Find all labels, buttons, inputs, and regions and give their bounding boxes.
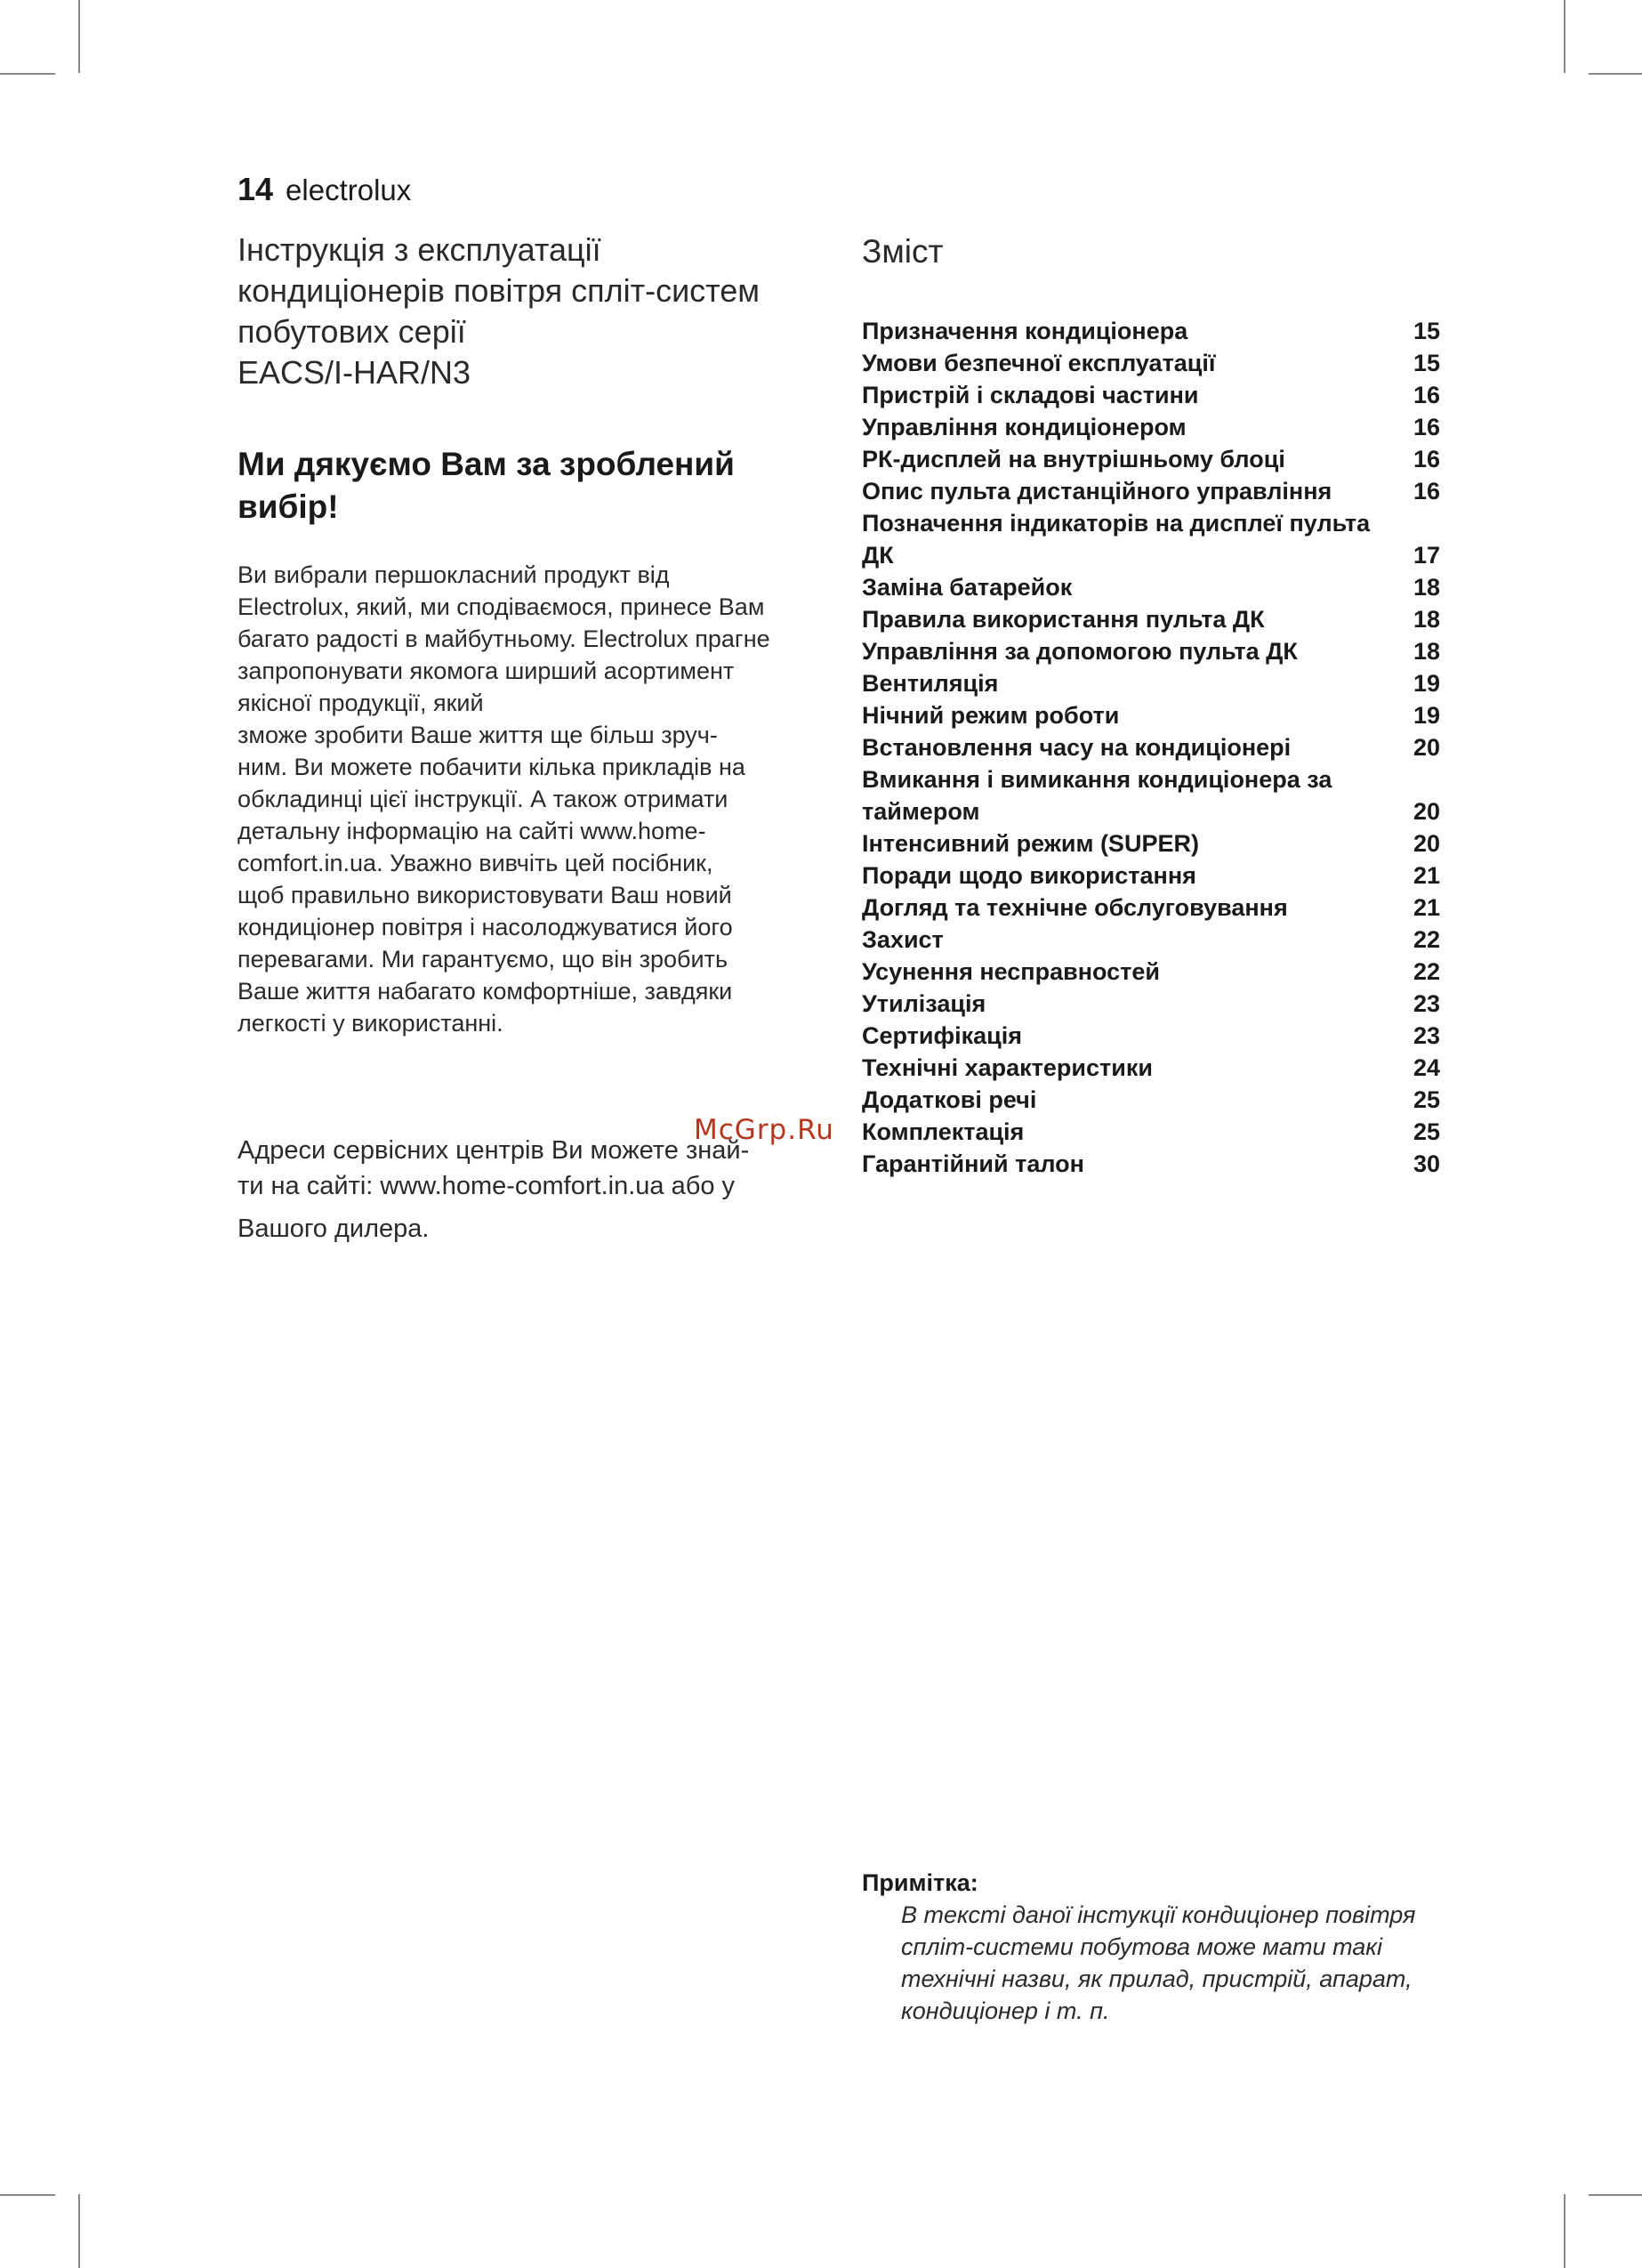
toc-entry-title: Додаткові речі bbox=[862, 1086, 1037, 1113]
title-line: Інструкція з експлуатації bbox=[237, 231, 601, 268]
intro-line: перевагами. Ми гарантуємо, що він зробить bbox=[237, 946, 728, 973]
toc-entry-title: Опис пульта дистанційного управління bbox=[862, 478, 1332, 504]
toc-title: Зміст bbox=[862, 233, 944, 270]
intro-line: кондиціонер повітря і насолоджуватися його bbox=[237, 914, 733, 940]
toc-entry-page: 20 bbox=[1413, 734, 1440, 761]
toc-entry-title: Утилізація bbox=[862, 990, 986, 1017]
intro-line: Ваше життя набагато комфортніше, завдяки bbox=[237, 978, 733, 1005]
brand-name: electrolux bbox=[286, 174, 412, 206]
toc-entry-title: Вмикання і вимикання кондиціонера за таймером bbox=[862, 766, 1332, 825]
toc-entry[interactable] bbox=[862, 892, 1440, 924]
toc-entry-page: 22 bbox=[1413, 926, 1440, 953]
toc-entry-page: 20 bbox=[1413, 798, 1440, 825]
note-label: Примітка: bbox=[862, 1869, 978, 1896]
note-line: В тексті даної інстукції кондиціонер повітря bbox=[901, 1901, 1416, 1928]
toc-entry[interactable] bbox=[862, 827, 1440, 860]
toc-entry-page: 21 bbox=[1413, 894, 1440, 921]
table-of-contents bbox=[862, 315, 1440, 1180]
toc-entry-title: РК-дисплей на внутрішньому блоці bbox=[862, 446, 1285, 472]
toc-entry[interactable] bbox=[862, 571, 1440, 603]
toc-entry[interactable] bbox=[862, 443, 1440, 475]
crop-mark bbox=[1589, 2194, 1642, 2196]
toc-entry-page: 18 bbox=[1413, 574, 1440, 601]
toc-entry[interactable] bbox=[862, 411, 1440, 443]
toc-entry[interactable] bbox=[862, 475, 1440, 507]
toc-entry-page: 18 bbox=[1413, 606, 1440, 633]
document-title bbox=[237, 230, 825, 393]
intro-line: comfort.in.ua. Уважно вивчіть цей посібник, bbox=[237, 850, 713, 876]
toc-entry-page: 23 bbox=[1413, 990, 1440, 1017]
toc-entry[interactable] bbox=[862, 1116, 1440, 1148]
toc-entry-page: 16 bbox=[1413, 414, 1440, 440]
toc-entry[interactable] bbox=[862, 635, 1440, 667]
note-block bbox=[862, 1867, 1440, 2027]
note-text bbox=[901, 1899, 1440, 2027]
toc-entry[interactable] bbox=[862, 956, 1440, 988]
toc-entry-page: 15 bbox=[1413, 318, 1440, 344]
title-line: побутових серії bbox=[237, 313, 466, 350]
right-column bbox=[862, 233, 1440, 1177]
service-line: ти на сайті: www.home-comfort.in.ua або у bbox=[237, 1172, 736, 1200]
toc-entry-title: Технічні характеристики bbox=[862, 1054, 1153, 1081]
toc-entry-title: Умови безпечної експлуатації bbox=[862, 350, 1216, 376]
crop-mark bbox=[78, 0, 80, 73]
intro-line: обкладинці цієї інструкції. А також отримати bbox=[237, 786, 728, 812]
toc-entry-page: 15 bbox=[1413, 350, 1440, 376]
intro-line: Ви вибрали першокласний продукт від bbox=[237, 561, 670, 588]
toc-entry-title: Усунення несправностей bbox=[862, 958, 1161, 985]
toc-entry[interactable] bbox=[862, 379, 1440, 411]
toc-entry-page: 18 bbox=[1413, 638, 1440, 665]
toc-entry[interactable] bbox=[862, 347, 1440, 379]
toc-entry-title: Управління за допомогою пульта ДК bbox=[862, 638, 1298, 665]
toc-entry-title: Пристрій і складові частини bbox=[862, 382, 1199, 408]
toc-entry-title: Правила використання пульта ДК bbox=[862, 606, 1265, 633]
toc-entry[interactable] bbox=[862, 988, 1440, 1020]
note-line: технічні назви, як прилад, пристрій, апарат, bbox=[901, 1965, 1413, 1992]
toc-entry-page: 16 bbox=[1413, 478, 1440, 504]
toc-entry[interactable] bbox=[862, 860, 1440, 892]
intro-line: якісної продукції, який bbox=[237, 690, 484, 716]
thanks-line: вибір! bbox=[237, 488, 339, 525]
toc-entry[interactable] bbox=[862, 315, 1440, 347]
toc-entry[interactable] bbox=[862, 1084, 1440, 1116]
intro-line: Electrolux, який, ми сподіваємося, принесе Вам bbox=[237, 593, 765, 620]
watermark: McGrp.Ru bbox=[694, 1114, 834, 1146]
crop-mark bbox=[1589, 73, 1642, 75]
crop-mark bbox=[1564, 0, 1566, 73]
thanks-line: Ми дякуємо Вам за зроблений bbox=[237, 446, 735, 482]
crop-mark bbox=[78, 2194, 80, 2268]
crop-mark bbox=[1564, 2194, 1566, 2268]
toc-entry-page: 20 bbox=[1413, 830, 1440, 857]
toc-entry-title: Вентиляція bbox=[862, 670, 999, 697]
toc-entry-title: Поради щодо використання bbox=[862, 862, 1196, 889]
service-line: Адреси сервісних центрів Ви можете знай- bbox=[237, 1136, 750, 1165]
title-line: кондиціонерів повітря спліт-систем bbox=[237, 272, 761, 309]
toc-entry-page: 25 bbox=[1413, 1118, 1440, 1145]
service-line: Вашого дилера. bbox=[237, 1215, 430, 1243]
toc-entry-title: Догляд та технічне обслуговування bbox=[862, 894, 1288, 921]
toc-entry-page: 23 bbox=[1413, 1022, 1440, 1049]
note-line: спліт-системи побутова може мати такі bbox=[901, 1933, 1383, 1960]
toc-entry[interactable] bbox=[862, 731, 1440, 763]
toc-entry-page: 24 bbox=[1413, 1054, 1440, 1081]
toc-entry-title: Заміна батарейок bbox=[862, 574, 1073, 601]
crop-mark bbox=[0, 73, 55, 75]
toc-entry[interactable] bbox=[862, 1052, 1440, 1084]
service-centers-paragraph bbox=[237, 1133, 807, 1247]
toc-entry-page: 25 bbox=[1413, 1086, 1440, 1113]
toc-entry-page: 19 bbox=[1413, 702, 1440, 729]
toc-entry[interactable] bbox=[862, 763, 1440, 827]
toc-entry-title: Управління кондиціонером bbox=[862, 414, 1187, 440]
toc-entry-title: Позначення індикаторів на дисплеї пульта ДК bbox=[862, 510, 1371, 569]
intro-line: запропонувати якомога ширший асортимент bbox=[237, 658, 735, 684]
thanks-heading bbox=[237, 443, 825, 529]
toc-entry-title: Комплектація bbox=[862, 1118, 1025, 1145]
intro-paragraph bbox=[237, 559, 825, 1039]
toc-entry-page: 16 bbox=[1413, 446, 1440, 472]
toc-entry-title: Нічний режим роботи bbox=[862, 702, 1120, 729]
toc-entry[interactable] bbox=[862, 924, 1440, 956]
toc-entry-title: Сертифікація bbox=[862, 1022, 1022, 1049]
toc-entry[interactable] bbox=[862, 667, 1440, 699]
intro-line: щоб правильно використовувати Ваш новий bbox=[237, 882, 732, 908]
title-line: EACS/I-HAR/N3 bbox=[237, 354, 471, 391]
toc-entry-page: 30 bbox=[1413, 1150, 1440, 1177]
toc-entry[interactable] bbox=[862, 507, 1440, 571]
toc-entry-page: 22 bbox=[1413, 958, 1440, 985]
note-line: кондиціонер і т. п. bbox=[901, 1998, 1110, 2024]
crop-mark bbox=[0, 2194, 55, 2196]
toc-entry-title: Призначення кондиціонера bbox=[862, 318, 1188, 344]
intro-line: зможе зробити Ваше життя ще більш зруч- bbox=[237, 722, 718, 748]
intro-line: легкості у використанні. bbox=[237, 1010, 503, 1037]
toc-entry-title: Встановлення часу на кондиціонері bbox=[862, 734, 1292, 761]
toc-entry[interactable] bbox=[862, 603, 1440, 635]
page-number: 14 bbox=[237, 171, 274, 207]
intro-line: ним. Ви можете побачити кілька прикладів на bbox=[237, 754, 745, 780]
toc-entry[interactable] bbox=[862, 1020, 1440, 1052]
toc-entry-page: 17 bbox=[1413, 542, 1440, 569]
toc-entry-title: Інтенсивний режим (SUPER) bbox=[862, 830, 1199, 857]
intro-line: багато радості в майбутньому. Electrolux прагне bbox=[237, 626, 770, 652]
toc-entry[interactable] bbox=[862, 1148, 1440, 1180]
toc-entry-title: Гарантійний талон bbox=[862, 1150, 1084, 1177]
toc-entry[interactable] bbox=[862, 699, 1440, 731]
toc-entry-title: Захист bbox=[862, 926, 944, 953]
toc-entry-page: 19 bbox=[1413, 670, 1440, 697]
toc-entry-page: 21 bbox=[1413, 862, 1440, 889]
intro-line: детальну інформацію на сайті www.home- bbox=[237, 818, 706, 844]
page-header bbox=[237, 171, 411, 208]
toc-entry-page: 16 bbox=[1413, 382, 1440, 408]
